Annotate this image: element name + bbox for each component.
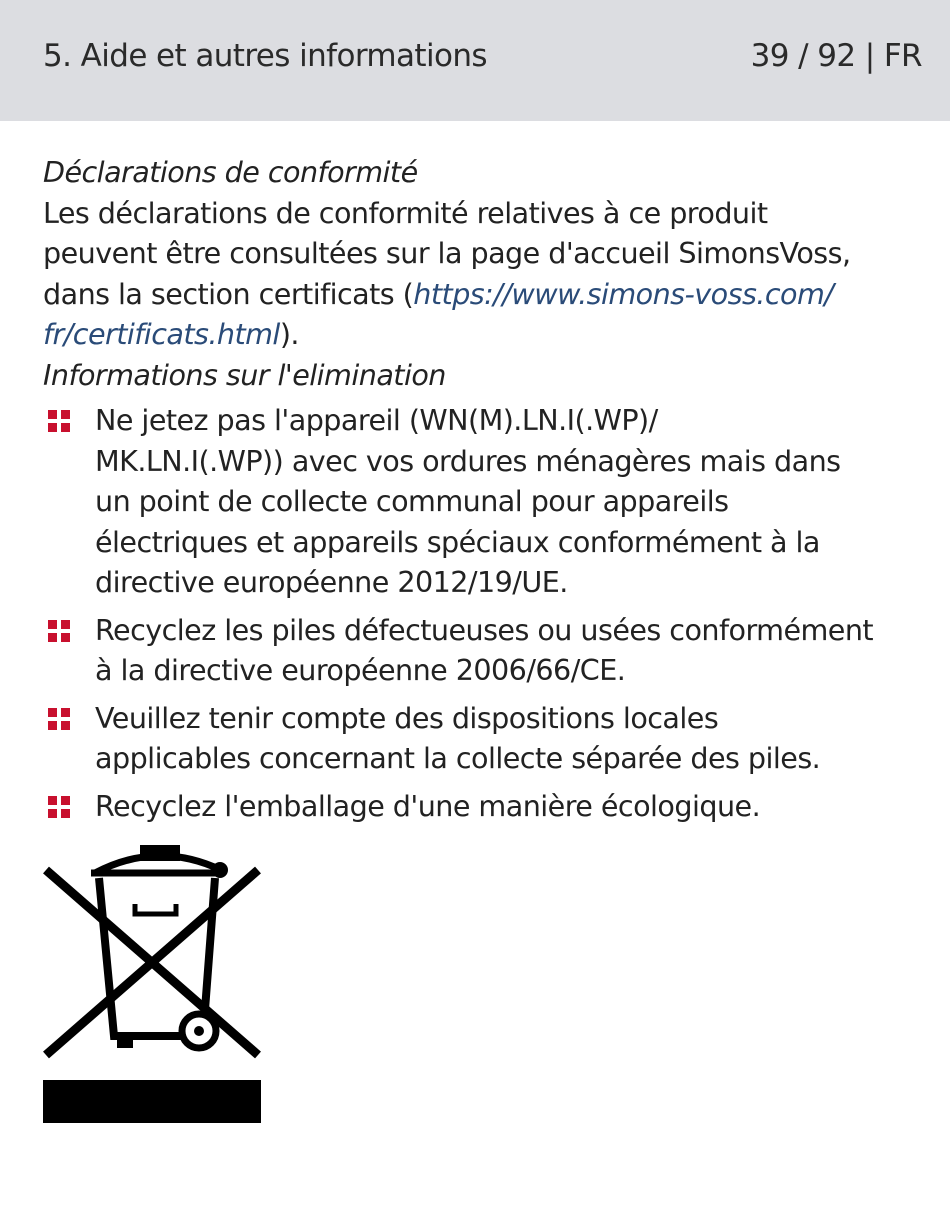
list-item-line: Recyclez l'emballage d'une manière écologique. <box>95 788 761 823</box>
crossed-out-wheelie-bin-icon <box>43 842 261 1124</box>
red-square-bullet-icon <box>48 796 70 818</box>
main-content <box>43 152 923 833</box>
list-item-line: à la directive européenne 2006/66/CE. <box>95 653 626 687</box>
disposal-list <box>43 400 923 826</box>
list-item <box>43 400 923 603</box>
conformity-paragraph <box>43 193 923 355</box>
conformity-line <box>43 314 923 355</box>
red-square-bullet-icon <box>48 410 70 432</box>
list-item-line: MK.LN.I(.WP)) avec vos ordures ménagères mais dans <box>95 443 841 478</box>
page-number: 39 / 92 | FR <box>750 38 922 74</box>
list-item <box>43 610 923 691</box>
conformity-line <box>43 274 923 315</box>
conformity-line: Les déclarations de conformité relatives à ce produit <box>43 195 768 230</box>
certificates-link[interactable]: https://www.simons-voss.com/ <box>413 276 834 311</box>
conformity-text: ). <box>279 317 299 351</box>
certificates-link-continued[interactable]: fr/certificats.html <box>43 317 280 351</box>
list-item-line: applicables concernant la collecte séparée des piles. <box>95 741 821 775</box>
conformity-line: peuvent être consultées sur la page d'accueil SimonsVoss, <box>43 236 851 270</box>
list-item-line: Ne jetez pas l'appareil (WN(M).LN.I(.WP)/ <box>95 403 658 437</box>
conformity-heading: Déclarations de conformité <box>43 155 418 189</box>
conformity-text: dans la section certificats ( <box>43 276 414 311</box>
red-square-bullet-icon <box>48 708 70 730</box>
list-item-line: un point de collecte communal pour appareils <box>95 484 729 518</box>
red-square-bullet-icon <box>48 620 70 642</box>
list-item-line: électriques et appareils spéciaux conformément à la <box>95 524 820 559</box>
list-item <box>43 786 923 827</box>
list-item-line: Veuillez tenir compte des dispositions locales <box>95 700 719 735</box>
list-item <box>43 698 923 779</box>
page-header <box>0 0 950 121</box>
disposal-heading: Informations sur l'elimination <box>43 357 446 392</box>
section-title: 5. Aide et autres informations <box>43 38 487 74</box>
list-item-line: Recyclez les piles défectueuses ou usées conformément <box>95 612 874 647</box>
list-item-line: directive européenne 2012/19/UE. <box>95 565 568 599</box>
